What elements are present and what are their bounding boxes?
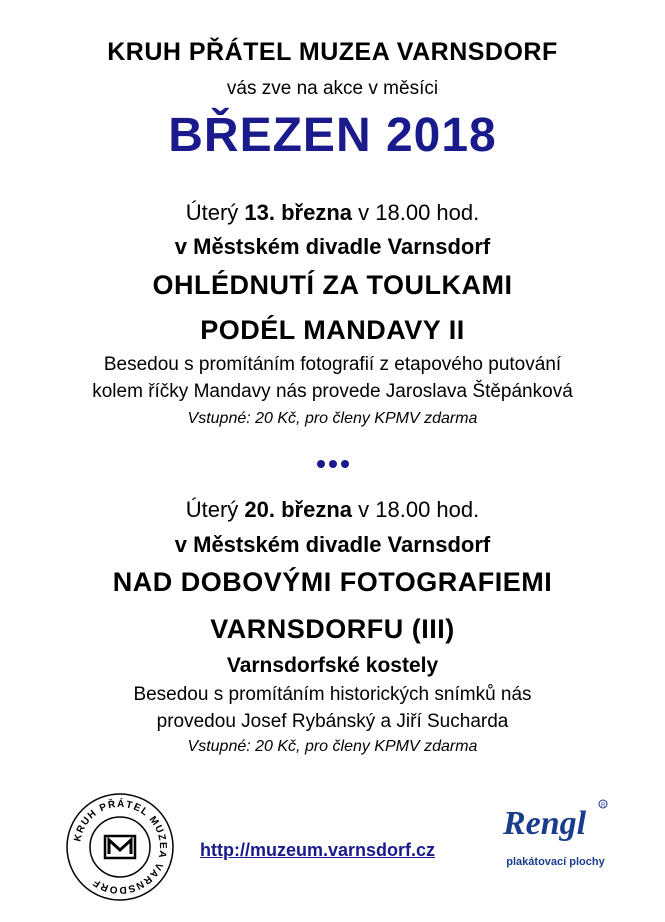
month-title: BŘEZEN 2018 [168,109,497,162]
separator-dot [341,460,349,468]
event-1-venue: v Městském divadle Varnsdorf [174,234,491,259]
event-1-description-line-2: kolem říčky Mandavy nás provede Jaroslava Štěpánková [92,381,573,402]
event-2-venue: v Městském divadle Varnsdorf [174,532,491,557]
sponsor-logo-text: Rengl [503,805,587,842]
event-1-description-line-1: Besedou s promítáním fotografií z etapového putování [103,354,562,375]
event-1-title-line-2: PODÉL MANDAVY II [200,315,465,345]
event-1-time: v 18.00 hod. [352,200,480,225]
sponsor-caption: plakátovací plochy [506,856,605,868]
event-2-day: Úterý [185,497,245,522]
event-2-subtitle: Varnsdorfské kostely [226,654,439,677]
event-2-description-line-1: Besedou s promítáním historických snímků nás [133,684,532,705]
separator-dot [317,460,325,468]
sponsor-logo [493,796,618,881]
event-2-admission: Vstupné: 20 Kč, pro členy KPMV zdarma [187,738,478,755]
seal-text: KRUH PŘÁTEL MUZEA VARNSDORF [72,798,169,896]
museum-seal-logo [65,792,175,902]
event-2-date: 20. března [244,497,353,522]
event-1-day: Úterý [185,200,245,225]
event-2-title-line-2: VARNSDORFU (III) [210,614,455,644]
organization-name: KRUH PŘÁTEL MUZEA VARNSDORF [107,38,558,66]
event-1-date: 13. března [244,200,353,225]
separator-dots [0,454,665,474]
event-2-title-line-1: NAD DOBOVÝMI FOTOGRAFIEMI [112,567,553,597]
event-1-admission: Vstupné: 20 Kč, pro členy KPMV zdarma [187,410,478,427]
event-2-description-line-2: provedou Josef Rybánský a Jiří Sucharda [156,711,509,732]
event-1-title-line-1: OHLÉDNUTÍ ZA TOULKAMI [152,270,513,300]
invitation-line: vás zve na akce v měsíci [226,78,439,99]
museum-website-link[interactable]: http://muzeum.varnsdorf.cz [200,840,436,860]
event-2-date-line [0,497,665,523]
event-1-date-line [0,200,665,226]
separator-dot [329,460,337,468]
event-2-time: v 18.00 hod. [352,497,480,522]
svg-text:R: R [601,803,606,809]
